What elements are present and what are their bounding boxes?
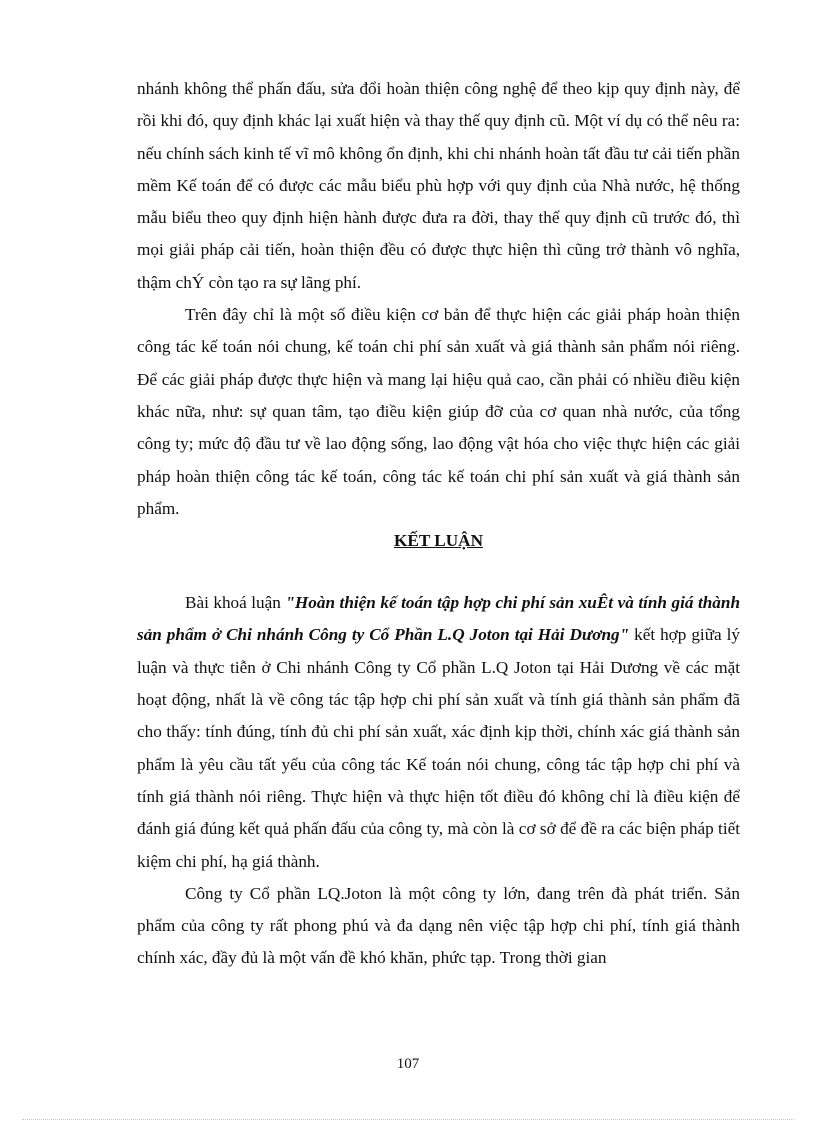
body-paragraph-2: Trên đây chỉ là một số điều kiện cơ bản để thực hiện các giải pháp hoàn thiện công tác kế toán nói chung, kế toán chi phí sản xuất và giá thành sản phẩm nói riêng. Để các giải pháp được thực hiện và mang lại hiệu quả cao, cần phải có nhiều điều kiện khác nữa, như: sự quan tâm, tạo điều kiện giúp đỡ của cơ quan nhà nước, của tổng công ty; mức độ đầu tư về lao động sống, lao động vật hóa cho việc thực hiện các giải pháp hoàn thiện công tác kế toán, công tác kế toán chi phí sản xuất và giá thành sản phẩm. [137,305,740,518]
document-page [137,73,740,975]
body-paragraph-1: nhánh không thể phấn đấu, sửa đổi hoàn thiện công nghệ để theo kịp quy định này, để rồi khi đó, quy định khác lại xuất hiện và thay thế quy định cũ. Một ví dụ có thể nêu ra: nếu chính sách kinh tế vĩ mô không ổn định, khi chi nhánh hoàn tất đầu tư cải tiến phần mềm Kế toán để có được các mẫu biểu phù hợp với quy định của Nhà nước, hệ thống mẫu biểu theo quy định hiện hành được đưa ra đời, thay thế quy định cũ trước đó, thì mọi giải pháp cải tiến, hoàn thiện đều có được thực hiện thì cũng trở thành vô nghĩa, thậm chÝ còn tạo ra sự lãng phí. [137,79,740,292]
conclusion-paragraph [137,587,740,878]
final-paragraph: Công ty Cổ phần LQ.Joton là một công ty lớn, đang trên đà phát triển. Sản phẩm của công ty rất phong phú và đa dạng nên việc tập hợp chi phí, tính giá thành chính xác, đầy đủ là một vấn đề khó khăn, phức tạp. Trong thời gian [137,883,740,968]
page-number: 107 [396,1056,420,1072]
conclusion-body: kết hợp giữa lý luận và thực tiễn ở Chi nhánh Công ty Cổ phần L.Q Joton tại Hải Dương về các mặt hoạt động, nhất là về công tác tập hợp chi phí sản xuất và tính giá thành sản phẩm đã cho thấy: tính đúng, tính đủ chi phí sản xuất, xác định kịp thời, chính xác giá thành sản phẩm là yêu cầu tất yếu của công tác Kế toán nói chung, công tác tập hợp chi phí và tính giá thành nói riêng. Thực hiện và thực hiện tốt điều đó không chỉ là điều kiện để đánh giá đúng kết quả phấn đấu của công ty, mà còn là cơ sở để đề ra các biện pháp tiết kiệm chi phí, hạ giá thành. [137,625,740,871]
page-bottom-divider [22,1119,794,1120]
thesis-title: "Hoàn thiện kế toán tập hợp chi phí sản xuÊt và tính giá thành sản phẩm ở Chi nhánh Công ty Cổ Phần L.Q Joton tại Hải Dương" [137,593,741,645]
conclusion-intro: Bài khoá luận [185,593,286,613]
conclusion-heading: KẾT LUẬN [394,531,483,551]
